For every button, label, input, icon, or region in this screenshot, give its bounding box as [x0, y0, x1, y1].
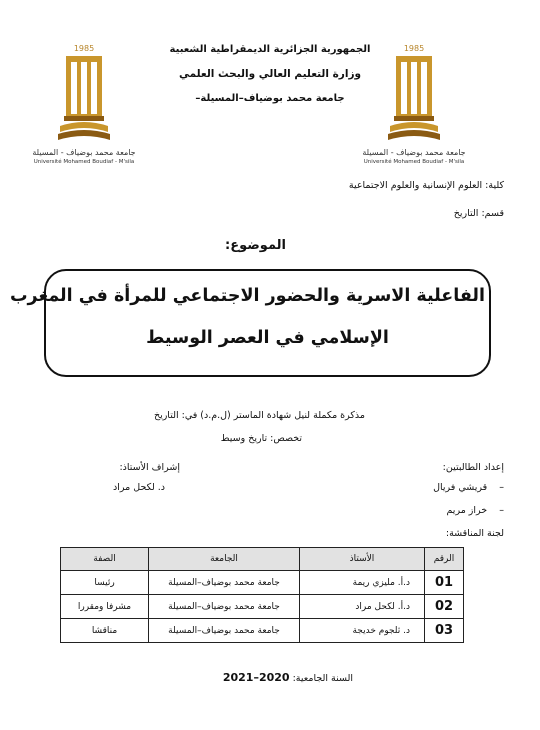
memo-text: مذكرة مكملة لنيل شهادة الماستر (ل.م.د) في: التاريخ	[153, 410, 365, 421]
row-university: جامعة محمد بوضياف–المسيلة	[149, 619, 300, 643]
column-header-role: الصفة	[61, 548, 149, 571]
department-label: قسم:	[481, 208, 504, 219]
row-number: 02	[425, 595, 464, 619]
academic-year-label: السنة الجامعية:	[292, 673, 353, 684]
academic-year-value: 2021–2020	[222, 671, 290, 684]
ministry-name: وزارة التعليم العالي والبحث العلمي	[178, 68, 362, 80]
column-header-university: الجامعة	[149, 548, 300, 571]
student-name-2: خراز مريم	[446, 505, 488, 516]
row-professor: د.أ. لكحل مراد	[300, 595, 425, 619]
student-row-2	[446, 505, 504, 516]
row-professor: د.أ. مليزي ريمة	[300, 571, 425, 595]
university-logo-left	[24, 44, 144, 174]
table-header-row	[61, 548, 464, 571]
specialty-text: تخصص: تاريخ وسيط	[220, 433, 302, 444]
column-header-number: الرقم	[425, 548, 464, 571]
logo-emblem-icon	[388, 54, 440, 148]
university-logo-right	[354, 44, 474, 174]
faculty-value: العلوم الإنسانية والعلوم الاجتماعية	[348, 180, 483, 191]
students-label: إعداد الطالبتين:	[442, 462, 504, 473]
faculty-line	[349, 180, 504, 191]
republic-name: الجمهورية الجزائرية الديمقراطية الشعبية	[169, 44, 371, 55]
university-name: جامعة محمد بوضياف–المسيلة–	[195, 93, 345, 104]
row-number: 01	[425, 571, 464, 595]
row-role: رئيسا	[61, 571, 149, 595]
logo-year: 1985	[73, 44, 95, 53]
table-row	[61, 571, 464, 595]
committee-table	[60, 547, 464, 643]
subject-label: الموضوع:	[225, 238, 286, 253]
row-number: 03	[425, 619, 464, 643]
supervisor-name: د. لكحل مراد	[113, 482, 165, 493]
logo-caption-fr: Université Mohamed Boudiaf - M'sila	[363, 159, 465, 165]
logo-year: 1985	[403, 44, 425, 53]
department-value: التاريخ	[453, 208, 479, 219]
thesis-title-line-2: الإسلامي في العصر الوسيط	[146, 328, 389, 348]
thesis-title-line-1: الفاعلية الاسرية والحضور الاجتماعي للمرأة في المغرب	[9, 286, 485, 306]
logo-caption-ar: جامعة محمد بوضياف - المسيلة	[362, 148, 466, 157]
bullet-dash: –	[499, 505, 504, 516]
logo-caption-fr: Université Mohamed Boudiaf - M'sila	[33, 159, 135, 165]
row-professor: د. ثلجوم خديجة	[300, 619, 425, 643]
row-university: جامعة محمد بوضياف–المسيلة	[149, 595, 300, 619]
faculty-label: كلية:	[485, 180, 504, 191]
row-university: جامعة محمد بوضياف–المسيلة	[149, 571, 300, 595]
column-header-professor: الأستاذ	[300, 548, 425, 571]
logo-caption-ar: جامعة محمد بوضياف - المسيلة	[32, 148, 136, 157]
row-role: مناقشا	[61, 619, 149, 643]
department-line	[454, 208, 504, 219]
student-row-1	[433, 482, 504, 493]
supervision-label: إشراف الأستاذ:	[119, 462, 180, 473]
academic-year-line	[223, 671, 353, 684]
row-role: مشرفا ومقررا	[61, 595, 149, 619]
table-row	[61, 619, 464, 643]
logo-emblem-icon	[58, 54, 110, 148]
bullet-dash: –	[499, 482, 504, 493]
committee-label: لجنة المناقشة:	[445, 528, 504, 539]
student-name-1: قريشي فريال	[433, 482, 488, 493]
table-row	[61, 595, 464, 619]
